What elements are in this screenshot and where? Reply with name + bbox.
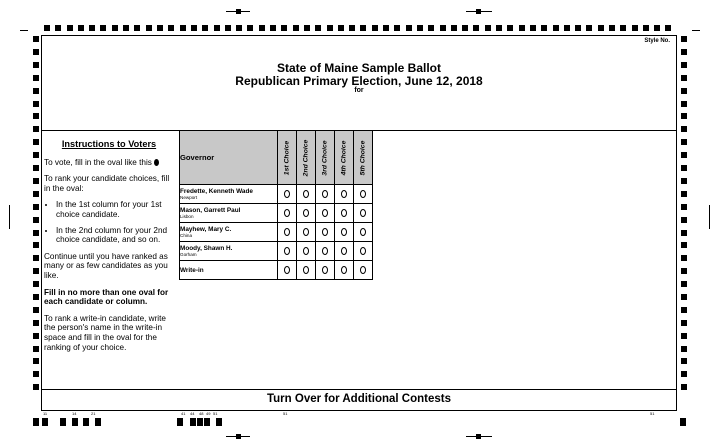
timing-mark — [530, 25, 536, 31]
tick-label: 41 — [181, 411, 186, 416]
timing-mark — [473, 25, 479, 31]
timing-mark — [680, 418, 686, 426]
timing-mark — [643, 25, 649, 31]
timing-mark — [42, 418, 48, 426]
timing-mark — [541, 25, 547, 31]
ballot-title: State of Maine Sample Ballot — [276, 61, 442, 75]
instruction-vote: To vote, fill in the oval like this — [44, 158, 174, 168]
timing-mark — [519, 25, 525, 31]
tick-label: 48 — [199, 411, 204, 416]
timing-mark — [665, 25, 671, 31]
tick-label: 14 — [72, 411, 77, 416]
ranking-oval[interactable] — [341, 190, 347, 198]
timing-mark — [575, 25, 581, 31]
timing-mark — [372, 25, 378, 31]
candidate-name-cell — [180, 261, 278, 280]
timing-mark — [620, 25, 626, 31]
timing-mark — [485, 25, 491, 31]
instructions-panel — [44, 140, 174, 359]
timing-mark — [33, 255, 39, 261]
timing-mark — [33, 88, 39, 94]
timing-mark — [33, 113, 39, 119]
ranking-oval[interactable] — [322, 209, 328, 217]
ranking-oval-cell — [335, 185, 354, 204]
candidate-name: Write-in — [180, 266, 204, 274]
timing-mark — [180, 420, 183, 426]
ranking-oval[interactable] — [341, 209, 347, 217]
timing-mark — [33, 126, 39, 132]
timing-mark — [33, 268, 39, 274]
timing-mark — [681, 88, 687, 94]
timing-mark — [33, 178, 39, 184]
timing-mark — [225, 25, 231, 31]
timing-mark — [681, 384, 687, 390]
choice-header-5: 5th Choice — [354, 131, 373, 185]
ranking-oval[interactable] — [303, 228, 309, 236]
timing-mark — [681, 294, 687, 300]
ranking-oval-cell — [297, 185, 316, 204]
ranking-oval-cell — [297, 204, 316, 223]
timing-mark — [383, 25, 389, 31]
timing-mark — [67, 25, 73, 31]
candidate-row — [180, 204, 373, 223]
instruction-bullet-1: • In the 1st column for your 1st choice candidate. — [56, 200, 174, 219]
timing-mark — [681, 126, 687, 132]
candidate-name: Moody, Shawn H. — [180, 245, 233, 252]
ranking-oval[interactable] — [303, 209, 309, 217]
timing-mark — [654, 25, 660, 31]
timing-mark — [681, 165, 687, 171]
ballot-header — [42, 36, 676, 131]
timing-mark — [100, 25, 106, 31]
timing-mark — [247, 25, 253, 31]
choice-header-3: 3rd Choice — [316, 131, 335, 185]
timing-mark — [33, 418, 39, 426]
timing-mark — [681, 152, 687, 158]
timing-mark — [681, 49, 687, 55]
ranking-oval[interactable] — [360, 247, 366, 255]
timing-mark — [681, 281, 687, 287]
timing-mark — [33, 75, 39, 81]
timing-mark — [33, 101, 39, 107]
timing-mark — [33, 49, 39, 55]
instruction-list — [44, 200, 174, 244]
timing-mark — [60, 418, 66, 426]
timing-mark — [146, 25, 152, 31]
timing-mark — [564, 25, 570, 31]
candidate-name: Mason, Garrett Paul — [180, 207, 241, 214]
ranking-oval-cell — [297, 261, 316, 280]
timing-mark — [157, 25, 163, 31]
timing-mark — [33, 152, 39, 158]
timing-mark — [33, 371, 39, 377]
filled-oval-icon — [154, 159, 159, 166]
timing-mark — [55, 25, 61, 31]
timing-mark — [586, 25, 592, 31]
turn-over-footer: Turn Over for Additional Contests — [42, 389, 676, 410]
candidate-city: Newport — [180, 195, 198, 200]
ranking-oval[interactable] — [322, 247, 328, 255]
candidate-row — [180, 242, 373, 261]
style-number: Style No. — [644, 38, 670, 44]
instruction-limit: Fill in no more than one oval for each candidate or column. — [44, 287, 169, 307]
ranking-oval-cell — [316, 223, 335, 242]
timing-mark — [681, 204, 687, 210]
ranking-oval-cell — [354, 204, 373, 223]
timing-mark — [83, 418, 89, 426]
top-center-mark-left-block — [236, 9, 241, 14]
ranking-oval-cell — [297, 242, 316, 261]
ranking-oval[interactable] — [360, 228, 366, 236]
timing-mark — [33, 204, 39, 210]
timing-mark — [681, 230, 687, 236]
timing-mark — [204, 418, 210, 426]
ranking-oval-cell — [316, 185, 335, 204]
candidate-name-cell — [180, 223, 278, 242]
timing-mark — [681, 101, 687, 107]
candidate-row — [180, 185, 373, 204]
candidate-name-cell — [180, 204, 278, 223]
instructions-heading: Instructions to Voters — [61, 139, 157, 149]
timing-mark — [394, 25, 400, 31]
top-right-crosshair — [692, 30, 700, 31]
ranking-oval[interactable] — [360, 209, 366, 217]
tick-label: 49 — [206, 411, 211, 416]
timing-mark — [417, 25, 423, 31]
left-side-mark — [9, 205, 10, 229]
candidate-city: China — [180, 233, 193, 238]
ranking-oval-cell — [335, 223, 354, 242]
timing-mark — [553, 25, 559, 31]
timing-mark — [681, 307, 687, 313]
timing-mark — [33, 191, 39, 197]
tick-label: 21 — [91, 411, 96, 416]
ranking-oval[interactable] — [360, 266, 366, 274]
bottom-center-mark-left-block — [236, 434, 241, 439]
choice-header-1: 1st Choice — [278, 131, 297, 185]
timing-mark — [681, 333, 687, 339]
ranking-oval-cell — [354, 242, 373, 261]
choice-header-4: 4th Choice — [335, 131, 354, 185]
timing-mark — [681, 320, 687, 326]
timing-mark — [112, 25, 118, 31]
timing-mark — [236, 25, 242, 31]
ranking-oval-cell — [335, 242, 354, 261]
ranking-oval-cell — [354, 261, 373, 280]
ranking-oval[interactable] — [284, 209, 290, 217]
timing-mark — [327, 25, 333, 31]
timing-mark — [89, 25, 95, 31]
timing-mark — [681, 217, 687, 223]
timing-mark — [33, 307, 39, 313]
timing-mark — [360, 25, 366, 31]
timing-mark — [440, 25, 446, 31]
timing-mark — [632, 25, 638, 31]
ranking-oval[interactable] — [284, 266, 290, 274]
timing-mark — [293, 25, 299, 31]
candidate-city: Lisbon — [180, 214, 194, 219]
office-title: Governor — [180, 131, 278, 185]
timing-mark — [349, 25, 355, 31]
choice-header-2: 2nd Choice — [297, 131, 316, 185]
tick-label: 51 — [283, 411, 288, 416]
timing-mark — [496, 25, 502, 31]
ranking-oval[interactable] — [360, 190, 366, 198]
ballot-election: Republican Primary Election, June 12, 2018 — [235, 74, 483, 88]
timing-mark — [33, 62, 39, 68]
ranking-oval-cell — [354, 223, 373, 242]
timing-mark — [681, 346, 687, 352]
ranking-oval-cell — [354, 185, 373, 204]
ranking-oval[interactable] — [341, 247, 347, 255]
tick-label: 11 — [43, 411, 48, 416]
timing-mark — [681, 113, 687, 119]
timing-mark — [200, 420, 203, 426]
tick-label: 51 — [650, 411, 655, 416]
candidate-name-cell — [180, 185, 278, 204]
ranking-oval-cell — [278, 204, 297, 223]
timing-mark — [72, 418, 78, 426]
timing-mark — [270, 25, 276, 31]
ranking-oval-cell — [316, 261, 335, 280]
timing-mark — [406, 25, 412, 31]
timing-mark — [95, 418, 101, 426]
timing-mark — [216, 418, 222, 426]
timing-mark — [681, 75, 687, 81]
ranking-oval[interactable] — [303, 190, 309, 198]
ballot-for: for — [354, 87, 364, 94]
timing-mark — [33, 217, 39, 223]
timing-mark — [681, 178, 687, 184]
ranking-oval-cell — [316, 204, 335, 223]
timing-mark — [190, 418, 196, 426]
instruction-rank: To rank your candidate choices, fill in the oval: — [44, 174, 170, 193]
timing-mark — [681, 358, 687, 364]
timing-mark — [134, 25, 140, 31]
candidate-row — [180, 261, 373, 280]
governor-contest — [179, 130, 373, 280]
timing-mark — [33, 165, 39, 171]
ranking-oval-cell — [297, 223, 316, 242]
ranking-oval-cell — [278, 242, 297, 261]
right-side-mark — [709, 205, 710, 229]
timing-mark — [681, 255, 687, 261]
timing-mark — [33, 294, 39, 300]
timing-mark — [315, 25, 321, 31]
ranking-oval-cell — [335, 261, 354, 280]
timing-mark — [681, 242, 687, 248]
timing-mark — [33, 346, 39, 352]
timing-mark — [191, 25, 197, 31]
ranking-oval-cell — [278, 185, 297, 204]
timing-mark — [281, 25, 287, 31]
timing-mark — [33, 230, 39, 236]
bottom-center-mark-right-block — [476, 434, 481, 439]
timing-mark — [681, 268, 687, 274]
timing-mark — [33, 139, 39, 145]
ranking-oval-cell — [278, 261, 297, 280]
timing-mark — [304, 25, 310, 31]
timing-mark — [681, 371, 687, 377]
candidate-name: Fredette, Kenneth Wade — [180, 188, 253, 195]
ranking-oval[interactable] — [341, 266, 347, 274]
tick-label: 51 — [213, 411, 218, 416]
timing-mark — [123, 25, 129, 31]
timing-mark — [33, 384, 39, 390]
timing-mark — [78, 25, 84, 31]
candidate-row — [180, 223, 373, 242]
timing-mark — [180, 25, 186, 31]
timing-mark — [33, 36, 39, 42]
timing-mark — [681, 62, 687, 68]
timing-mark — [33, 320, 39, 326]
ranking-oval[interactable] — [341, 228, 347, 236]
timing-mark — [33, 333, 39, 339]
candidate-name: Mayhew, Mary C. — [180, 226, 232, 233]
tick-label: 44 — [190, 411, 195, 416]
timing-mark — [33, 242, 39, 248]
timing-mark — [33, 358, 39, 364]
timing-mark — [338, 25, 344, 31]
timing-mark — [168, 25, 174, 31]
instruction-writein: To rank a write-in candidate, write the person's name in the write-in space and fill in the oval for the ranking of your choice. — [44, 313, 166, 352]
timing-mark — [428, 25, 434, 31]
ranking-oval-cell — [278, 223, 297, 242]
timing-mark — [681, 36, 687, 42]
candidate-name-cell — [180, 242, 278, 261]
timing-mark — [259, 25, 265, 31]
ranking-oval[interactable] — [284, 247, 290, 255]
top-center-mark-right-block — [476, 9, 481, 14]
ranking-oval[interactable] — [322, 190, 328, 198]
contest-header-row — [180, 131, 373, 185]
timing-mark — [462, 25, 468, 31]
ranking-oval[interactable] — [303, 266, 309, 274]
ranking-oval-cell — [316, 242, 335, 261]
ballot-card — [41, 35, 677, 411]
instruction-continue: Continue until you have ranked as many or as few candidates as you like. — [44, 251, 168, 280]
timing-mark — [202, 25, 208, 31]
candidate-city: Gorham — [180, 252, 197, 257]
ranking-oval[interactable] — [322, 266, 328, 274]
timing-mark — [44, 25, 50, 31]
timing-mark — [609, 25, 615, 31]
ranking-oval[interactable] — [284, 190, 290, 198]
ranking-oval[interactable] — [284, 228, 290, 236]
top-left-crosshair — [20, 30, 28, 31]
timing-mark — [33, 281, 39, 287]
timing-mark — [451, 25, 457, 31]
timing-mark — [681, 191, 687, 197]
timing-mark — [214, 25, 220, 31]
timing-mark — [598, 25, 604, 31]
ranking-oval-cell — [335, 204, 354, 223]
ranking-oval[interactable] — [322, 228, 328, 236]
timing-mark — [681, 139, 687, 145]
ranking-oval[interactable] — [303, 247, 309, 255]
instruction-bullet-2: • In the 2nd column for your 2nd choice candidate, and so on. — [56, 226, 174, 245]
timing-mark — [507, 25, 513, 31]
